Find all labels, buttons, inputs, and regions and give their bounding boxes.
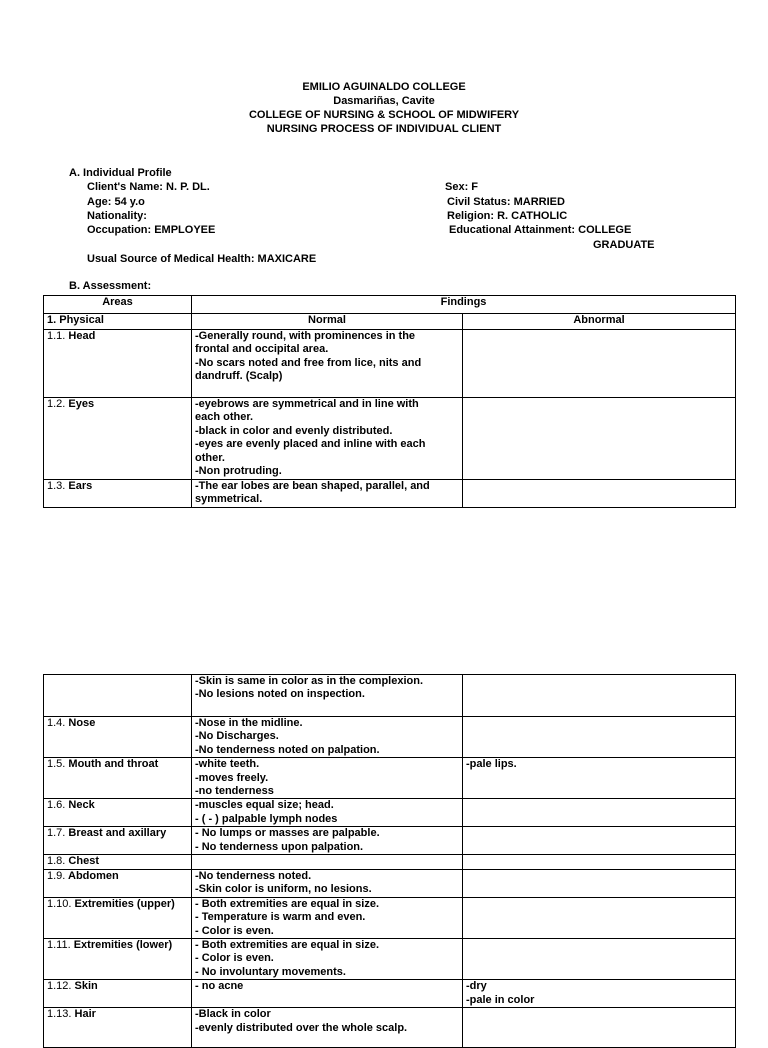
area-label: Skin xyxy=(74,980,98,993)
normal-findings-cell xyxy=(192,717,463,758)
abnormal-findings-cell xyxy=(463,717,736,758)
abnormal-findings-cell xyxy=(463,758,736,799)
client-nationality: Nationality: xyxy=(87,210,147,222)
normal-finding: - Color is even. xyxy=(195,924,274,937)
normal-finding: -Generally round, with prominences in the xyxy=(195,330,416,342)
normal-finding: -No tenderness noted on palpation. xyxy=(195,743,380,756)
profile-section-title: A. Individual Profile xyxy=(69,167,172,179)
area-label: Neck xyxy=(68,799,95,812)
area-cell xyxy=(44,897,192,938)
normal-findings-cell xyxy=(192,398,463,480)
normal-finding: -Skin color is uniform, no lesions. xyxy=(195,883,372,896)
table-row xyxy=(44,675,736,717)
table-row xyxy=(44,799,736,827)
health-source: Usual Source of Medical Health: MAXICARE xyxy=(87,253,317,265)
area-number: 1.2. xyxy=(47,398,66,410)
abnormal-findings-cell xyxy=(463,330,736,398)
area-cell xyxy=(44,675,192,717)
normal-header: Normal xyxy=(192,314,463,330)
normal-finding: -Black in color xyxy=(195,1008,271,1021)
area-cell xyxy=(44,1008,192,1048)
area-cell xyxy=(44,827,192,855)
area-cell xyxy=(44,799,192,827)
normal-finding: - Color is even. xyxy=(195,952,274,965)
area-label: Ears xyxy=(68,480,93,492)
normal-finding: - no acne xyxy=(195,980,244,993)
client-age: Age: 54 y.o xyxy=(87,195,145,208)
abnormal-findings-cell xyxy=(463,827,736,855)
normal-finding: -eyebrows are symmetrical and in line with xyxy=(195,398,419,410)
area-number: 1.10. xyxy=(47,897,72,910)
normal-findings-cell xyxy=(192,758,463,799)
table-row xyxy=(44,1008,736,1048)
abnormal-findings-cell xyxy=(463,897,736,938)
abnormal-finding: -pale in color xyxy=(466,993,535,1006)
normal-findings-cell xyxy=(192,480,463,508)
table-row xyxy=(44,758,736,799)
client-education: Educational Attainment: COLLEGE xyxy=(449,224,632,236)
college-department: COLLEGE OF NURSING & SCHOOL OF MIDWIFERY xyxy=(248,109,520,121)
normal-findings-cell xyxy=(192,330,463,398)
table-row xyxy=(44,398,736,480)
table-row xyxy=(44,897,736,938)
table-row xyxy=(44,330,736,398)
area-number: 1.7. xyxy=(47,827,66,840)
client-religion: Religion: R. CATHOLIC xyxy=(447,210,568,222)
area-number: 1.9. xyxy=(47,869,66,882)
normal-finding: each other. xyxy=(195,411,254,424)
area-label: Extremities (upper) xyxy=(74,897,175,910)
normal-findings-cell xyxy=(192,980,463,1008)
normal-finding: -No tenderness noted. xyxy=(195,869,312,882)
normal-finding: - No tenderness upon palpation. xyxy=(195,840,364,853)
area-number: 1.8. xyxy=(47,855,66,868)
area-number: 1.12. xyxy=(47,980,72,993)
normal-findings-cell xyxy=(192,869,463,897)
normal-findings-cell xyxy=(192,799,463,827)
abnormal-findings-cell xyxy=(463,980,736,1008)
normal-finding: - No involuntary movements. xyxy=(195,965,346,978)
abnormal-findings-cell xyxy=(463,675,736,717)
abnormal-finding: -dry xyxy=(466,980,487,993)
abnormal-header: Abnormal xyxy=(463,314,736,330)
area-number: 1.6. xyxy=(47,799,66,812)
normal-findings-cell xyxy=(192,675,463,717)
abnormal-findings-cell xyxy=(463,869,736,897)
normal-findings-cell xyxy=(192,827,463,855)
normal-findings-cell xyxy=(192,897,463,938)
normal-findings-cell xyxy=(192,1008,463,1048)
area-label: Breast and axillary xyxy=(68,827,167,840)
area-cell xyxy=(44,717,192,758)
findings-header: Findings xyxy=(192,296,736,314)
table-row xyxy=(44,827,736,855)
normal-finding: dandruff. (Scalp) xyxy=(195,370,283,383)
normal-finding: -eyes are evenly placed and inline with each xyxy=(195,438,426,451)
normal-finding: -The ear lobes are bean shaped, parallel, and xyxy=(195,480,430,492)
normal-finding: -no tenderness xyxy=(195,785,274,798)
normal-finding: -No Discharges. xyxy=(195,730,279,743)
area-cell xyxy=(44,939,192,980)
normal-finding: -evenly distributed over the whole scalp. xyxy=(195,1021,408,1034)
normal-finding: symmetrical. xyxy=(195,493,263,506)
area-number: 1.5. xyxy=(47,758,66,771)
assessment-table-page1 xyxy=(43,295,736,508)
physical-section-label: 1. Physical xyxy=(44,314,192,330)
area-label: Nose xyxy=(68,717,96,729)
normal-finding: other. xyxy=(195,451,225,464)
abnormal-finding: -pale lips. xyxy=(466,758,517,771)
abnormal-findings-cell xyxy=(463,855,736,869)
client-sex: Sex: F xyxy=(445,181,479,193)
area-label: Extremities (lower) xyxy=(73,939,173,952)
normal-finding: - Both extremities are equal in size. xyxy=(195,897,380,910)
area-cell xyxy=(44,980,192,1008)
area-number: 1.13. xyxy=(47,1008,72,1021)
client-civil-status: Civil Status: MARRIED xyxy=(447,195,565,208)
table-row xyxy=(44,717,736,758)
normal-finding: -white teeth. xyxy=(195,758,260,771)
area-number: 1.3. xyxy=(47,480,66,492)
area-label: Chest xyxy=(68,855,99,868)
table-row xyxy=(44,939,736,980)
areas-header: Areas xyxy=(44,296,192,314)
abnormal-findings-cell xyxy=(463,939,736,980)
client-occupation: Occupation: EMPLOYEE xyxy=(87,224,216,236)
abnormal-findings-cell xyxy=(463,1008,736,1048)
table-row xyxy=(44,480,736,508)
normal-findings-cell xyxy=(192,855,463,869)
document-title: NURSING PROCESS OF INDIVIDUAL CLIENT xyxy=(266,123,502,135)
normal-finding: -Non protruding. xyxy=(195,465,282,478)
normal-finding: -Skin is same in color as in the complexion. xyxy=(195,675,424,687)
document-header xyxy=(0,80,768,136)
normal-finding: - ( - ) palpable lymph nodes xyxy=(195,812,338,825)
normal-finding: frontal and occipital area. xyxy=(195,343,329,356)
abnormal-findings-cell xyxy=(463,799,736,827)
normal-finding: - Both extremities are equal in size. xyxy=(195,939,380,952)
area-number: 1.4. xyxy=(47,717,66,729)
normal-finding: -muscles equal size; head. xyxy=(195,799,334,812)
normal-finding: -black in color and evenly distributed. xyxy=(195,424,393,437)
abnormal-findings-cell xyxy=(463,398,736,480)
normal-finding: -No lesions noted on inspection. xyxy=(195,688,365,701)
area-label: Head xyxy=(68,330,96,342)
abnormal-findings-cell xyxy=(463,480,736,508)
college-location: Dasmariñas, Cavite xyxy=(333,95,435,107)
area-cell xyxy=(44,869,192,897)
area-cell xyxy=(44,758,192,799)
table-row xyxy=(44,980,736,1008)
normal-finding: - Temperature is warm and even. xyxy=(195,911,366,924)
area-cell xyxy=(44,480,192,508)
client-education-cont: GRADUATE xyxy=(593,238,655,251)
normal-finding: -No scars noted and free from lice, nits and xyxy=(195,356,422,369)
assessment-title: B. Assessment: xyxy=(69,280,152,292)
client-name: Client's Name: N. P. DL. xyxy=(87,181,210,193)
area-label: Hair xyxy=(74,1008,96,1021)
area-cell xyxy=(44,855,192,869)
area-number: 1.11. xyxy=(47,939,71,952)
area-label: Mouth and throat xyxy=(68,758,159,771)
assessment-table-page2 xyxy=(43,674,736,1048)
area-label: Abdomen xyxy=(68,869,119,882)
area-number: 1.1. xyxy=(47,330,66,342)
area-cell xyxy=(44,398,192,480)
area-label: Eyes xyxy=(68,398,95,410)
college-name: EMILIO AGUINALDO COLLEGE xyxy=(302,81,466,93)
normal-findings-cell xyxy=(192,939,463,980)
table-row xyxy=(44,855,736,869)
area-cell xyxy=(44,330,192,398)
table-row xyxy=(44,869,736,897)
normal-finding: -moves freely. xyxy=(195,771,269,784)
normal-finding: -Nose in the midline. xyxy=(195,717,303,729)
normal-finding: - No lumps or masses are palpable. xyxy=(195,827,380,840)
